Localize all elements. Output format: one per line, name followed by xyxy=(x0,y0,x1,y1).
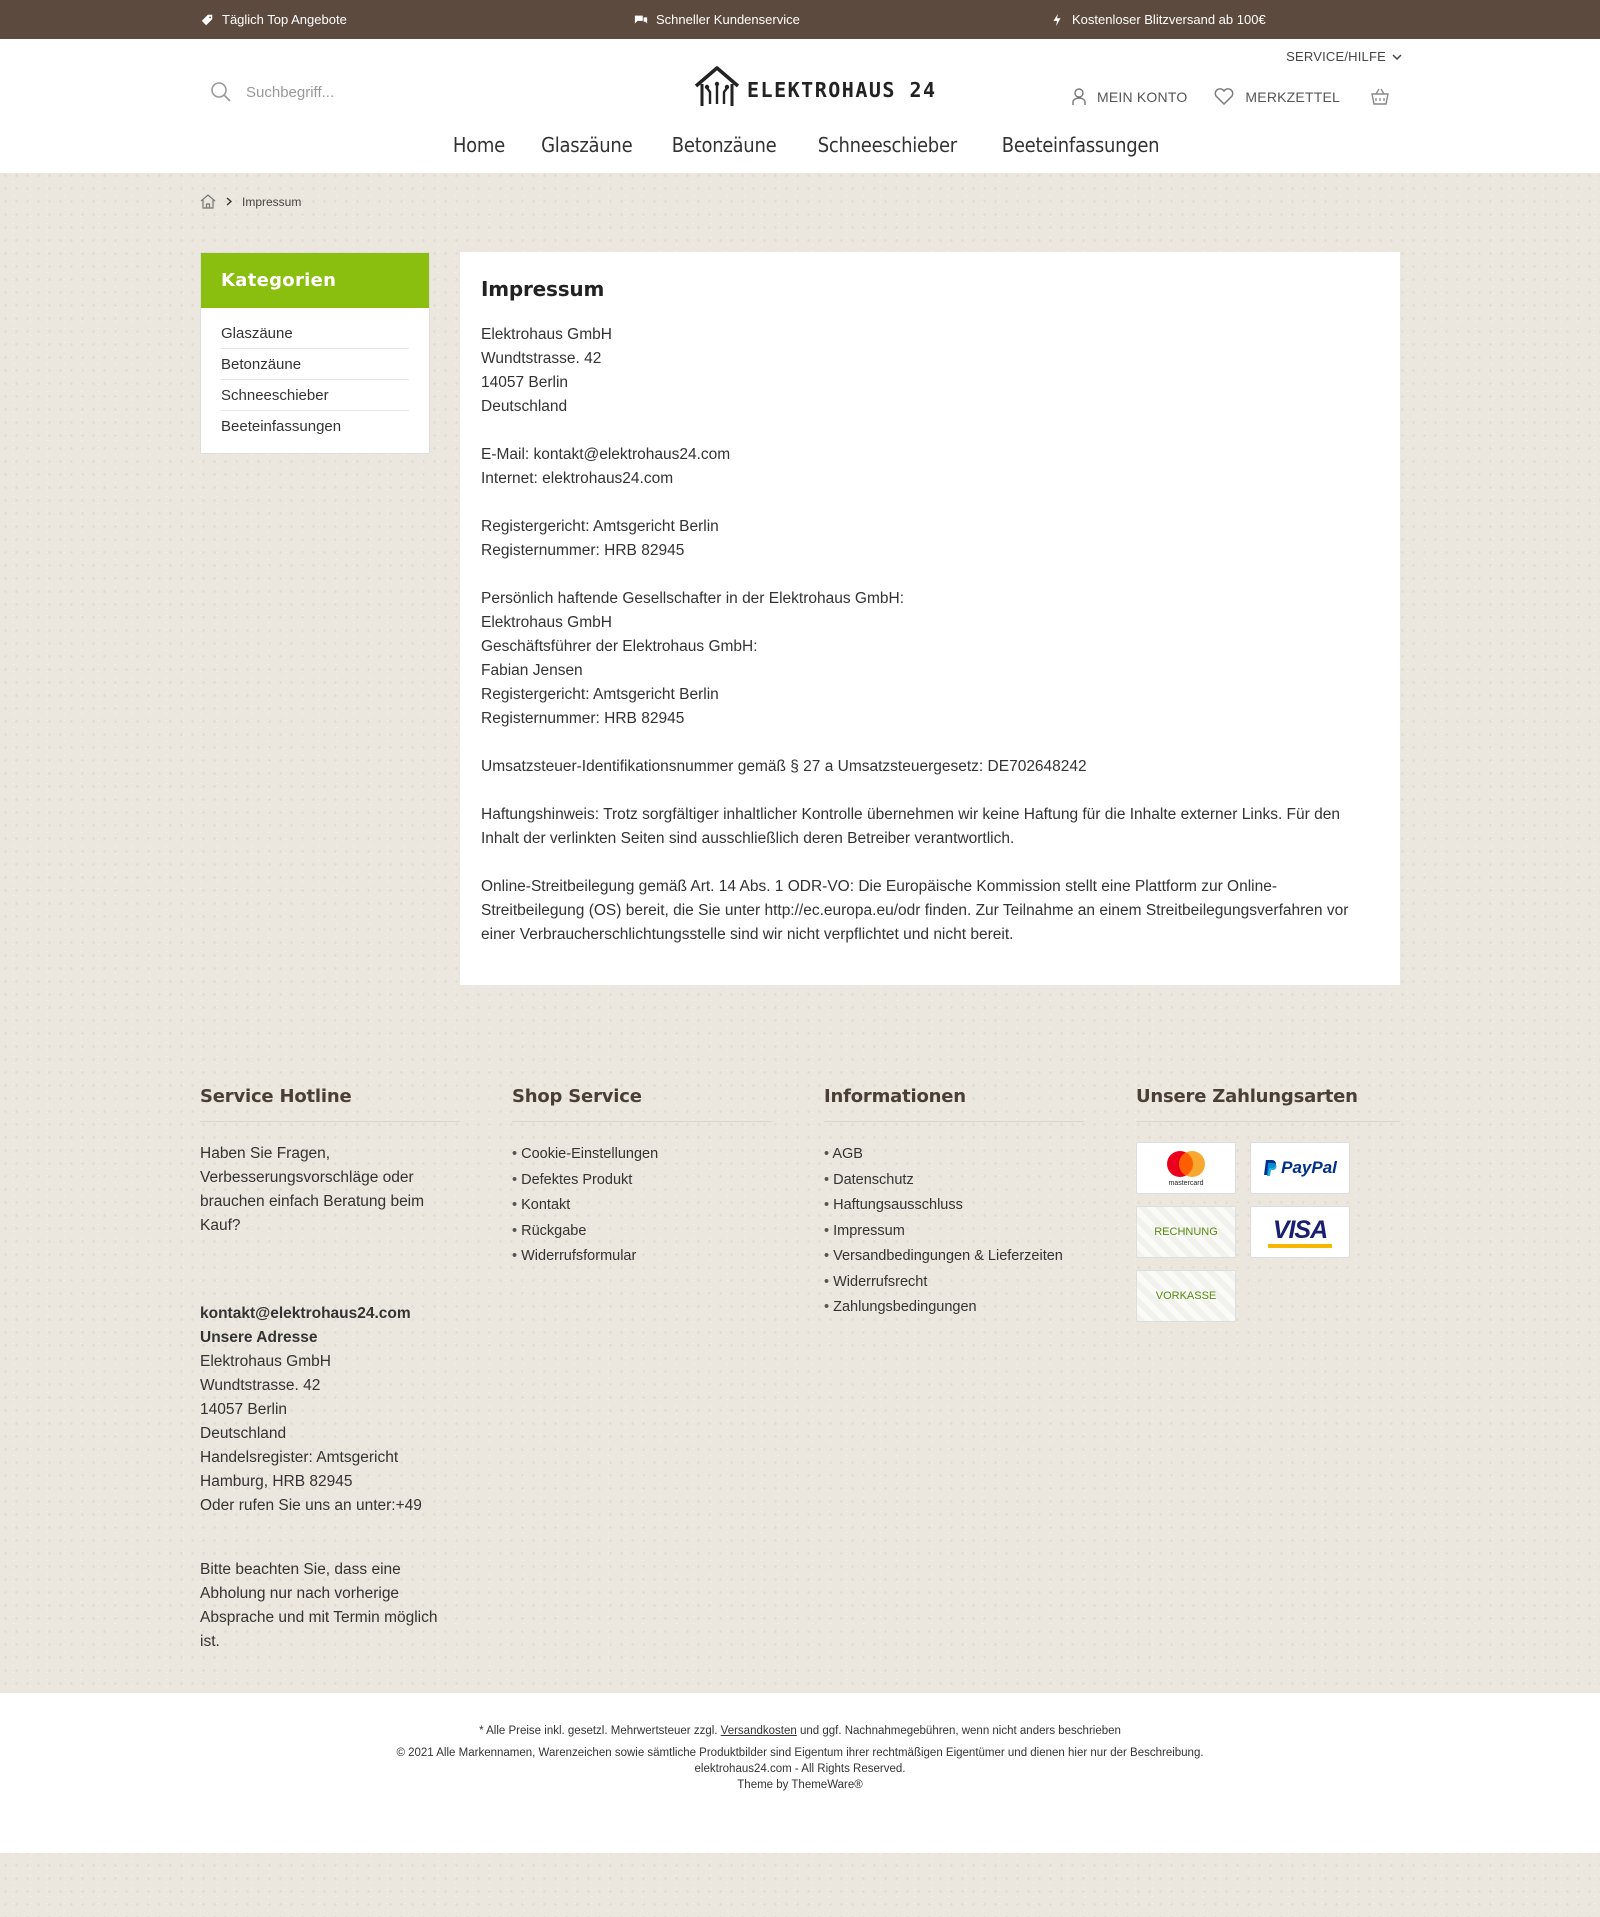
partner-line: Elektrohaus GmbH xyxy=(481,614,612,631)
mastercard-label: mastercard xyxy=(1168,1180,1204,1187)
category-sidebar xyxy=(200,252,430,454)
tag-icon xyxy=(200,13,214,27)
user-icon xyxy=(1071,88,1087,106)
address-block xyxy=(481,323,1379,419)
chevron-right-icon xyxy=(226,197,232,206)
impressum-content xyxy=(460,252,1400,985)
partner-line: Geschäftsführer der Elektrohaus GmbH: xyxy=(481,638,758,655)
visa-stripe xyxy=(1268,1244,1332,1248)
internet-line: Internet: elektrohaus24.com xyxy=(481,470,674,487)
footer-shop-service xyxy=(512,1086,772,1270)
chevron-down-icon xyxy=(1392,53,1402,61)
nav-beeteinfassungen[interactable]: Beeteinfassungen xyxy=(1001,133,1159,157)
chat-icon xyxy=(634,13,648,27)
wishlist-label: MERKZETTEL xyxy=(1245,88,1340,105)
shop-service-list xyxy=(512,1142,772,1270)
trademark-notice: © 2021 Alle Markennamen, Warenzeichen sowie sämtliche Produktbilder sind Eigentum ihrer rechtmäßigen Eigentümer und dienen hier nur der Beschreibung. xyxy=(396,1747,1204,1759)
hotline-intro: Haben Sie Fragen, Verbesserungsvorschläge oder brauchen einfach Beratung beim Kauf? xyxy=(200,1145,425,1234)
prepayment-label: VORKASSE xyxy=(1155,1290,1217,1302)
payment-mastercard xyxy=(1136,1142,1236,1194)
footer-address-line: 14057 Berlin xyxy=(200,1401,288,1418)
tax-notice-suffix: und ggf. Nachnahmegebühren, wenn nicht anders beschrieben xyxy=(799,1725,1121,1737)
footer-address-line: Deutschland xyxy=(200,1425,287,1442)
footer-address-line: Handelsregister: Amtsgericht Hamburg, HRB 82945 xyxy=(200,1449,399,1490)
nav-home[interactable]: Home xyxy=(453,133,506,157)
main-navigation xyxy=(0,133,1600,157)
hotline-email[interactable]: kontakt@elektrohaus24.com xyxy=(200,1305,411,1322)
informationen-list xyxy=(824,1142,1084,1321)
footer-link-cookie[interactable]: • Cookie-Einstellungen xyxy=(512,1142,772,1168)
copyright-bar xyxy=(0,1693,1600,1853)
footer-link-agb[interactable]: • AGB xyxy=(824,1142,1084,1168)
payment-methods xyxy=(1136,1142,1400,1322)
partner-line: Fabian Jensen xyxy=(481,662,583,679)
payment-paypal xyxy=(1250,1142,1350,1194)
header xyxy=(0,39,1600,173)
footer-link-revocation[interactable]: • Widerrufsrecht xyxy=(824,1270,1084,1296)
theme-credit: Theme by ThemeWare® xyxy=(737,1779,863,1791)
address-line: 14057 Berlin xyxy=(481,374,569,391)
usp-service-label: Schneller Kundenservice xyxy=(656,12,800,27)
invoice-label: RECHNUNG xyxy=(1154,1226,1218,1238)
usp-service xyxy=(634,12,800,27)
hotline-contact xyxy=(200,1302,460,1518)
partner-line: Registergericht: Amtsgericht Berlin xyxy=(481,686,719,703)
account-label: MEIN KONTO xyxy=(1097,88,1188,105)
footer-shop-service-title: Shop Service xyxy=(512,1086,772,1122)
category-item-betonzaeune[interactable]: Betonzäune xyxy=(221,349,409,380)
vat-paragraph: Umsatzsteuer-Identifikationsnummer gemäß § 27 a Umsatzsteuergesetz: DE702648242 xyxy=(481,758,1087,775)
paypal-label: PayPal xyxy=(1281,1158,1337,1177)
nav-schneeschieber[interactable]: Schneeschieber xyxy=(817,133,957,157)
footer-link-shipping[interactable]: • Versandbedingungen & Lieferzeiten xyxy=(824,1244,1084,1270)
house-circuit-icon xyxy=(693,64,741,110)
breadcrumb-current[interactable]: Impressum xyxy=(242,194,302,209)
footer-link-disclaimer[interactable]: • Haftungsausschluss xyxy=(824,1193,1084,1219)
footer-link-privacy[interactable]: • Datenschutz xyxy=(824,1168,1084,1194)
footer-hotline xyxy=(200,1086,460,1654)
footer-informationen xyxy=(824,1086,1084,1321)
usp-shipping-label: Kostenloser Blitzversand ab 100€ xyxy=(1072,12,1266,27)
mastercard-logo-icon xyxy=(1162,1149,1210,1179)
address-line: Deutschland xyxy=(481,398,568,415)
pickup-note: Bitte beachten Sie, dass eine Abholung nur nach vorherige Absprache und mit Termin möglich ist. xyxy=(200,1561,438,1650)
service-menu[interactable] xyxy=(1286,49,1402,64)
email-line: E-Mail: kontakt@elektrohaus24.com xyxy=(481,446,731,463)
footer-link-return[interactable]: • Rückgabe xyxy=(512,1219,772,1245)
contact-block xyxy=(481,443,1379,491)
payment-invoice xyxy=(1136,1206,1236,1258)
heart-icon xyxy=(1213,87,1235,106)
usp-offers-label: Täglich Top Angebote xyxy=(222,12,347,27)
basket-icon[interactable] xyxy=(1370,87,1390,106)
payment-visa xyxy=(1250,1206,1350,1258)
partner-line: Persönlich haftende Gesellschafter in der Elektrohaus GmbH: xyxy=(481,590,905,607)
usp-offers xyxy=(200,12,347,27)
footer-phone-line: Oder rufen Sie uns an unter:+49 xyxy=(200,1497,422,1514)
search-input[interactable] xyxy=(246,84,446,101)
lightning-icon xyxy=(1050,13,1064,27)
register-court: Registergericht: Amtsgericht Berlin xyxy=(481,518,719,535)
tax-notice-prefix: * Alle Preise inkl. gesetzl. Mehrwertsteuer zzgl. xyxy=(479,1725,718,1737)
home-icon[interactable] xyxy=(200,194,216,209)
nav-glaszaeune[interactable]: Glaszäune xyxy=(541,133,633,157)
search-icon[interactable] xyxy=(210,81,232,103)
footer-hotline-title: Service Hotline xyxy=(200,1086,460,1122)
footer-address-line: Elektrohaus GmbH xyxy=(200,1353,331,1370)
category-item-glaszaeune[interactable]: Glaszäune xyxy=(221,318,409,349)
page-title: Impressum xyxy=(481,277,605,301)
footer-link-impressum[interactable]: • Impressum xyxy=(824,1219,1084,1245)
search-bar[interactable] xyxy=(210,81,446,103)
nav-betonzaeune[interactable]: Betonzäune xyxy=(671,133,777,157)
shipping-costs-link[interactable]: Versandkosten xyxy=(720,1725,797,1737)
usp-shipping xyxy=(1050,12,1266,27)
register-number: Registernummer: HRB 82945 xyxy=(481,542,685,559)
paypal-logo-icon xyxy=(1263,1159,1277,1177)
service-menu-label: SERVICE/HILFE xyxy=(1286,49,1386,64)
address-title: Unsere Adresse xyxy=(200,1329,318,1346)
partner-block xyxy=(481,587,1379,731)
liability-paragraph: Haftungshinweis: Trotz sorgfältiger inhaltlicher Kontrolle übernehmen wir keine Haftung für die Inhalte externer Links. Für den Inhalt der verlinkten Seiten sind ausschließlich deren Betreiber verantwortlich. xyxy=(481,806,1340,847)
footer-informationen-title: Informationen xyxy=(824,1086,1084,1122)
category-list xyxy=(201,308,429,453)
visa-label: VISA xyxy=(1272,1215,1328,1244)
footer-address-line: Wundtstrasse. 42 xyxy=(200,1377,321,1394)
header-actions xyxy=(1071,87,1390,106)
category-item-beeteinfassungen[interactable]: Beeteinfassungen xyxy=(221,418,342,435)
dispute-paragraph: Online-Streitbeilegung gemäß Art. 14 Abs. 1 ODR-VO: Die Europäische Kommission stellt eine Plattform zur Online-Streitbeilegung (OS) bereit, die Sie unter http://ec.europa.eu/odr finden. Zur Teilnahme an einem Streitbeilegungsverfahren vor einer Verbraucherschlichtungsstelle sind wir nicht verpflichtet und nicht bereit. xyxy=(481,878,1349,943)
rights-notice: elektrohaus24.com - All Rights Reserved. xyxy=(694,1763,906,1775)
footer-payment-title: Unsere Zahlungsarten xyxy=(1136,1086,1400,1122)
sidebar-title: Kategorien xyxy=(201,253,429,308)
tax-notice xyxy=(0,1723,1600,1739)
footer-link-defect[interactable]: • Defektes Produkt xyxy=(512,1168,772,1194)
footer-link-payment[interactable]: • Zahlungsbedingungen xyxy=(824,1295,1084,1321)
logo[interactable] xyxy=(693,64,937,110)
breadcrumb xyxy=(200,194,301,209)
register-block xyxy=(481,515,1379,563)
wishlist-link[interactable] xyxy=(1213,87,1340,106)
address-line: Elektrohaus GmbH xyxy=(481,326,612,343)
logo-text: ELEKTROHAUS 24 xyxy=(747,78,937,102)
footer-link-revocation-form[interactable]: • Widerrufsformular xyxy=(512,1244,772,1270)
footer-payment xyxy=(1136,1086,1400,1322)
footer-link-contact[interactable]: • Kontakt xyxy=(512,1193,772,1219)
top-bar xyxy=(0,0,1600,39)
payment-prepayment xyxy=(1136,1270,1236,1322)
category-item-schneeschieber[interactable]: Schneeschieber xyxy=(221,380,409,411)
address-line: Wundtstrasse. 42 xyxy=(481,350,602,367)
account-link[interactable] xyxy=(1071,88,1187,106)
partner-line: Registernummer: HRB 82945 xyxy=(481,710,685,727)
